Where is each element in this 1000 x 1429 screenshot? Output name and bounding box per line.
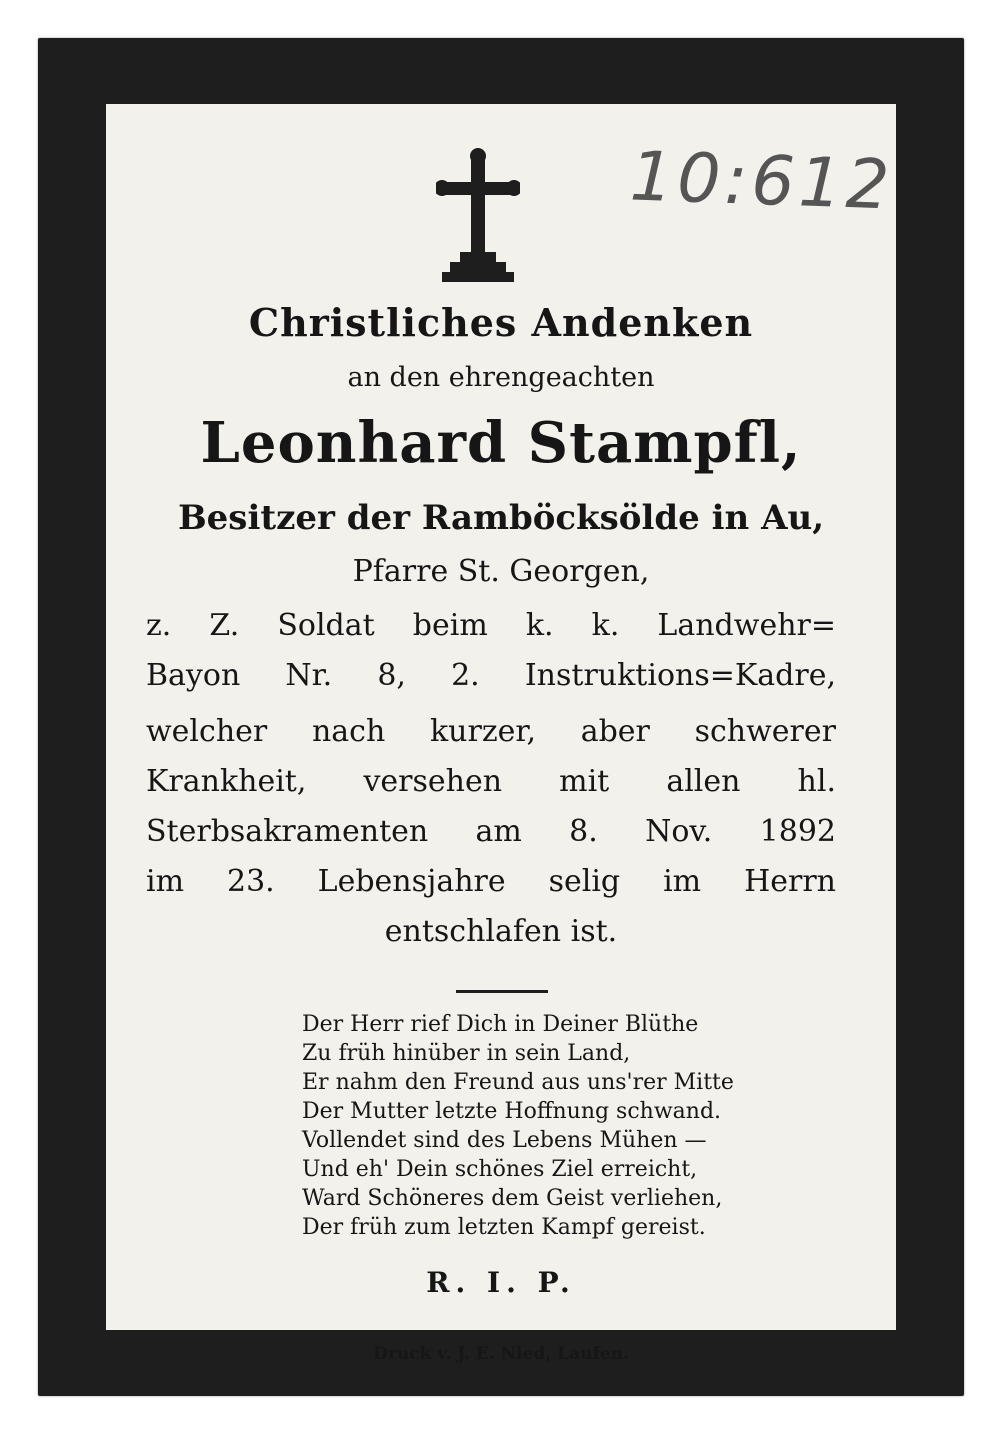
poem-line: Er nahm den Freund aus uns'rer Mitte [302,1070,734,1095]
divider [456,990,548,993]
poem-line: Der Herr rief Dich in Deiner Blüthe [302,1012,699,1037]
poem-line: Der Mutter letzte Hoffnung schwand. [302,1099,722,1124]
body-line: Sterbsakramenten am 8. Nov. 1892 [146,814,836,849]
handwritten-number: 10:612 [628,137,895,226]
poem [302,1010,842,1242]
body-line: im 23. Lebensjahre selig im Herrn [146,864,836,899]
poem-line: Vollendet sind des Lebens Mühen — [302,1128,707,1153]
poem-line: Zu früh hinüber in sein Land, [302,1041,631,1066]
body-line: Bayon Nr. 8, 2. Instruktions=Kadre, [146,658,836,693]
card-subtitle: an den ehrengeachten [347,362,655,393]
card-paper [106,104,896,1364]
body-line: welcher nach kurzer, aber schwerer [146,714,836,749]
poem-line: Ward Schöneres dem Geist verliehen, [302,1186,723,1211]
body-line: Krankheit, versehen mit allen hl. [146,764,836,799]
body-line: z. Z. Soldat beim k. k. Landwehr= [146,608,836,643]
cross-icon [436,146,520,282]
body-line: entschlafen ist. [384,914,618,949]
memorial-card [38,38,964,1396]
rip-text: R. I. P. [426,1266,576,1299]
printer-credit: Druck v. J. E. Nied, Laufen. [373,1344,629,1364]
poem-line: Und eh' Dein schönes Ziel erreicht, [302,1157,698,1182]
deceased-name: Leonhard Stampfl, [200,410,802,476]
parish: Pfarre St. Georgen, [352,554,650,589]
poem-line: Der früh zum letzten Kampf gereist. [302,1215,706,1240]
card-title: Christliches Andenken [248,300,754,345]
wave-divider [296,1330,706,1340]
occupation: Besitzer der Ramböcksölde in Au, [177,498,825,538]
